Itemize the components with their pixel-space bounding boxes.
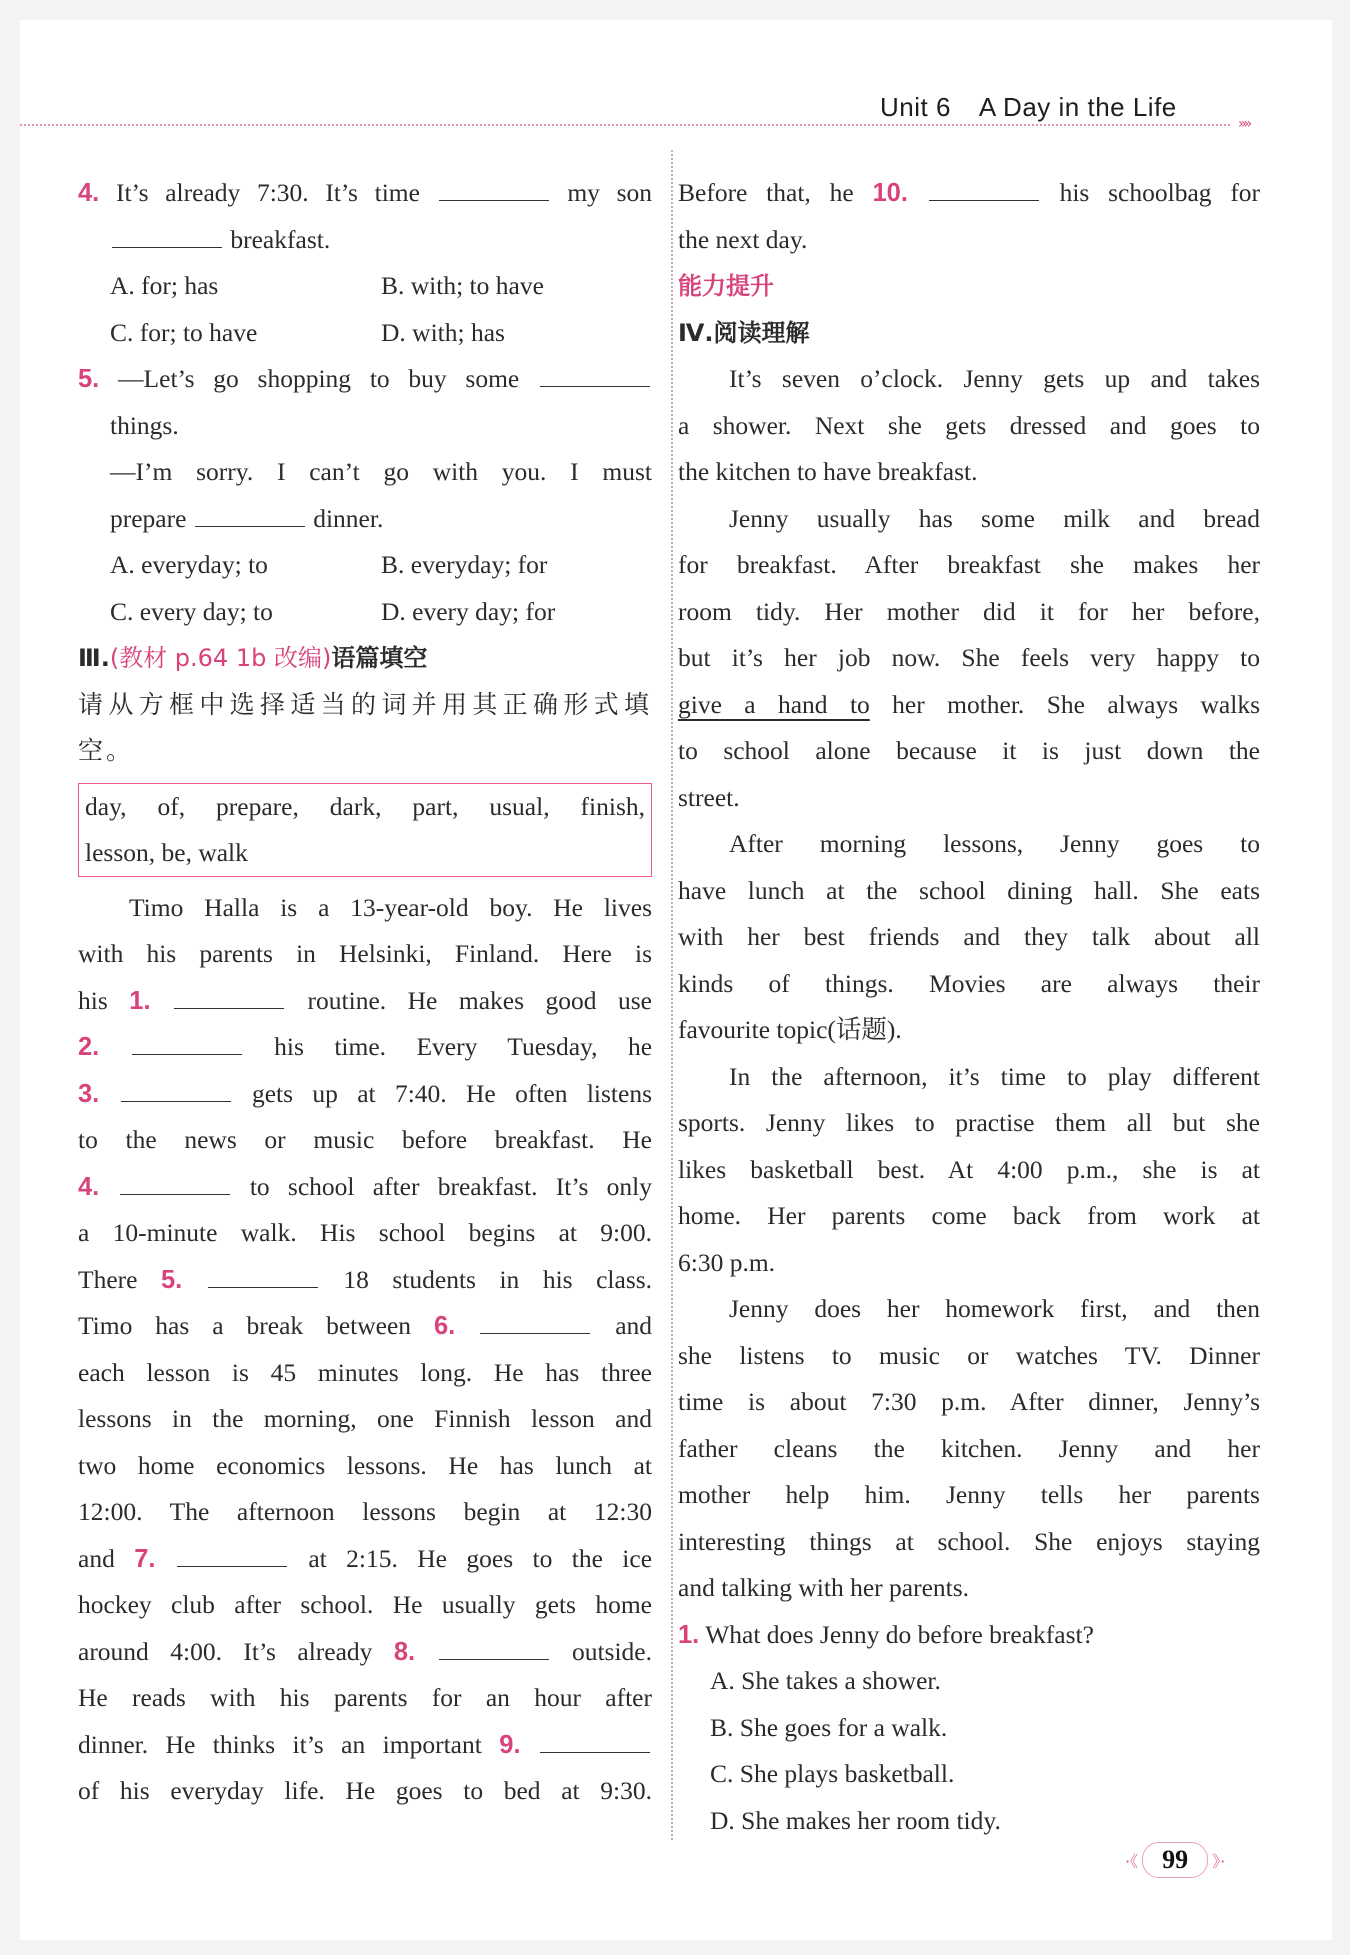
option-b[interactable]: B. with; to have	[381, 271, 544, 300]
question-5-line: prepare dinner.	[110, 503, 384, 533]
running-header	[880, 92, 1177, 123]
section-3-heading: Ⅲ.(教材 p.64 1b 改编)语篇填空	[78, 644, 428, 672]
question-5-line: things.	[110, 410, 179, 440]
option-c[interactable]: C. for; to have	[110, 317, 258, 347]
answer-blank[interactable]	[112, 225, 222, 248]
right-column: Before that, he 10. his schoolbag for the next day. 能力提升 Ⅳ.阅读理解 It’s seven o’clock. Jenny gets up and takes a shower. Next she gets dressed and goes to the kitchen to have breakfast. Jenny usually has some milk and bread for breakfast. After breakfast she makes her room tidy. Her mother did it for her before, but it’s her job now. She feels very happy to give a hand to her mother. She always walks to school alone because it is just down the street. After morning lessons, Jenny goes to have lunch at the school dining hall. She eats with her best friends and they talk about all kinds of things. Movies are always their favourite topic(话题). In the afternoon, it’s time to play different sports. Jenny likes to practise them all but she likes basketball best. At 4:00 p.m., she is at home. Her parents come back from work at 6:30 p.m. Jenny does her homework first, and then she listens to music or watches TV. Dinner time is about 7:30 p.m. After dinner, Jenny’s father cleans the kitchen. Jenny and her mother help him. Jenny tells her parents interesting things at school. She enjoys staying and talking with her parents. 1. What does Jenny do before breakfast? A. She takes a shower. B. She goes for a walk. C. She plays basketball. D. She makes her room tidy.	[678, 170, 1260, 1844]
cloze-passage: Timo Halla is a 13-year-old boy. He lives with his parents in Helsinki, Finland. Here is his 1. routine. He makes good use 2. his time. Every Tuesday, he 3. gets up at 7:40. He often listens to the news or music before breakfast. He 4. to school after breakfast. It’s only a 10-minute walk. His school begins at 9:00. There 5. 18 students in his class. Timo has a break between 6. and each lesson is 45 minutes long. He has three lessons in the morning, one Finnish lesson and two home economics lessons. He has lunch at 12:00. The afternoon lessons begin at 12:30 and 7. at 2:15. He goes to the ice hockey club after school. He usually gets home around 4:00. It’s already 8. outside. He reads with his parents for an hour after dinner. He thinks it’s an important 9. of his everyday life. He goes to bed at 9:30.	[78, 892, 653, 1805]
question-5: 5. —Let’s go shopping to buy some	[78, 356, 652, 403]
option-a[interactable]: A. for; has	[110, 271, 219, 300]
column-divider	[671, 150, 673, 1840]
answer-blank[interactable]	[480, 1311, 590, 1334]
option-d[interactable]: D. with; has	[381, 317, 505, 347]
answer-blank[interactable]	[439, 178, 549, 201]
page-number-value: 99	[1142, 1842, 1208, 1878]
workbook-page	[20, 20, 1332, 1940]
instruction: 请从方框中选择适当的词并用其正确形式填空。	[78, 689, 652, 765]
answer-blank[interactable]	[132, 1032, 242, 1055]
answer-blank[interactable]	[929, 178, 1039, 201]
question-5-line: —I’m sorry. I can’t go with you. I must	[110, 457, 652, 486]
question-5-options	[78, 542, 652, 589]
word-box: day, of, prepare, dark, part, usual, finish, lesson, be, walk	[78, 783, 652, 877]
option-a[interactable]: A. She takes a shower.	[710, 1666, 941, 1695]
page-deco-right: 》·	[1212, 1851, 1226, 1871]
question-4-options	[78, 263, 652, 310]
page-number	[1125, 1842, 1225, 1878]
header-rule	[20, 124, 1230, 126]
answer-blank[interactable]	[174, 986, 284, 1009]
section-4-heading: Ⅳ.阅读理解	[678, 318, 810, 347]
reading-passage: It’s seven o’clock. Jenny gets up and takes a shower. Next she gets dressed and goes to the kitchen to have breakfast. Jenny usually has some milk and bread for breakfast. After breakfast she makes her room tidy. Her mother did it for her before, but it’s her job now. She feels very happy to give a hand to her mother. She always walks to school alone because it is just down the street. After morning lessons, Jenny goes to have lunch at the school dining hall. She eats with her best friends and they talk about all kinds of things. Movies are always their favourite topic(话题). In the afternoon, it’s time to play different sports. Jenny likes to practise them all but she likes basketball best. At 4:00 p.m., she is at home. Her parents come back from work at 6:30 p.m. Jenny does her homework first, and then she listens to music or watches TV. Dinner time is about 7:30 p.m. After dinner, Jenny’s father cleans the kitchen. Jenny and her mother help him. Jenny tells her parents interesting things at school. She enjoys staying and talking with her parents.	[678, 364, 1261, 1602]
answer-blank[interactable]	[540, 364, 650, 387]
answer-blank[interactable]	[195, 504, 305, 527]
question-5-options	[78, 589, 652, 636]
option-c[interactable]: C. She plays basketball.	[710, 1759, 955, 1788]
option-c[interactable]: C. every day; to	[110, 596, 273, 626]
answer-blank[interactable]	[121, 1079, 231, 1102]
option-a[interactable]: A. everyday; to	[110, 550, 268, 579]
answer-blank[interactable]	[439, 1637, 549, 1660]
answer-blank[interactable]	[540, 1730, 650, 1753]
answer-blank[interactable]	[208, 1265, 318, 1288]
left-column	[78, 170, 652, 1815]
question-4-options	[78, 310, 652, 357]
reading-question-1: 1. What does Jenny do before breakfast?	[678, 1619, 1094, 1649]
question-4-cont: breakfast.	[78, 217, 652, 264]
option-b[interactable]: B. everyday; for	[381, 550, 548, 579]
ability-heading: 能力提升	[678, 272, 774, 300]
answer-blank[interactable]	[177, 1544, 287, 1567]
option-b[interactable]: B. She goes for a walk.	[710, 1712, 948, 1742]
header-unit: Unit 6	[880, 92, 951, 122]
answer-blank[interactable]	[120, 1172, 230, 1195]
option-d[interactable]: D. every day; for	[381, 596, 556, 626]
question-4: 4. It’s already 7:30. It’s time my son	[78, 178, 653, 207]
header-title: A Day in the Life	[978, 92, 1177, 122]
chevron-right-icon: »»	[1238, 116, 1250, 132]
page-deco-left: ·《	[1125, 1851, 1139, 1871]
underlined-phrase: give a hand to	[678, 689, 870, 719]
option-d[interactable]: D. She makes her room tidy.	[710, 1805, 1001, 1835]
